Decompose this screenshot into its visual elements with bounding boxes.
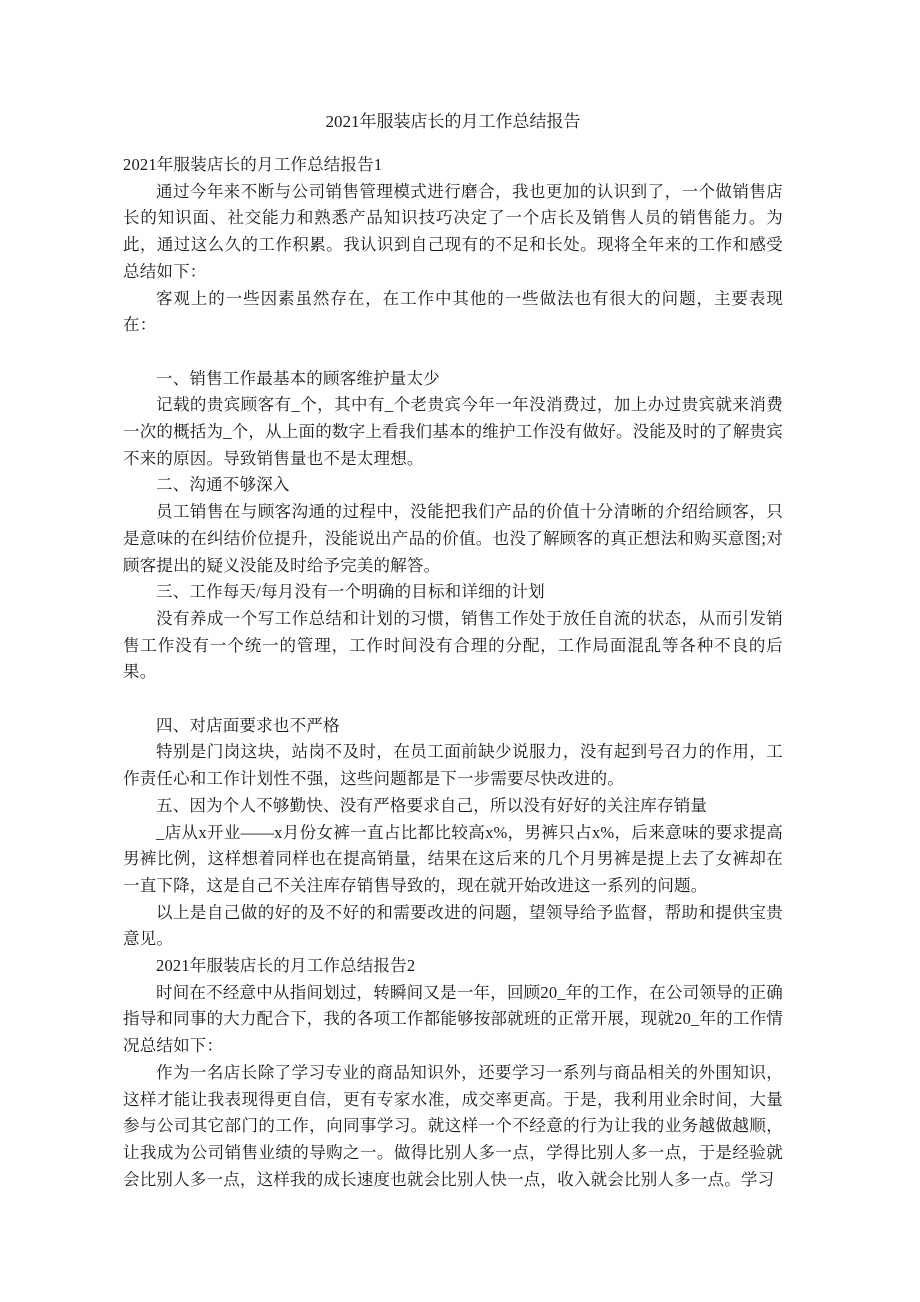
- section-heading: 2021年服装店长的月工作总结报告1: [123, 155, 383, 174]
- list-heading: 五、因为个人不够勤快、没有严格要求自己，所以没有好好的关注库存销量: [156, 795, 708, 815]
- list-heading: 二、沟通不够深入: [156, 475, 290, 495]
- paragraph: 特别是门岗这块，站岗不及时，在员工面前缺少说服力，没有起到号召力的作用，工作责任心和工作计划性不强，这些问题都是下一步需要尽快改进的。: [123, 742, 783, 789]
- document-body: [123, 108, 783, 1193]
- paragraph: _店从x开业——x月份女裤一直占比都比较高x%，男裤只占x%，后来意味的要求提高男裤比例，这样想着同样也在提高销量，结果在这后来的几个月男裤是提上去了女裤却在一直下降，这是自己不关注库存销售导致的，现在就开始改进这一系列的问题。: [123, 822, 783, 895]
- section-heading: 2021年服装店长的月工作总结报告2: [156, 956, 416, 976]
- list-heading: 一、销售工作最基本的顾客维护量太少: [156, 368, 440, 388]
- paragraph: 客观上的一些因素虽然存在，在工作中其他的一些做法也有很大的问题，主要表现在：: [123, 288, 783, 335]
- blank-line: [123, 339, 783, 366]
- paragraph: 以上是自己做的好的及不好的和需要改进的问题，望领导给予监督，帮助和提供宝贵意见。: [123, 902, 783, 949]
- paragraph: 记载的贵宾顾客有_个，其中有_个老贵宾今年一年没消费过，加上办过贵宾就来消费一次的概括为_个，从上面的数字上看我们基本的维护工作没有做好。没能及时的了解贵宾不来的原因。导致销售量也不是太理想。: [123, 395, 783, 468]
- paragraph: 没有养成一个写工作总结和计划的习惯，销售工作处于放任自流的状态，从而引发销售工作没有一个统一的管理，工作时间没有合理的分配，工作局面混乱等各种不良的后果。: [123, 608, 783, 682]
- list-heading: 四、对店面要求也不严格: [156, 715, 340, 735]
- paragraph-container: [123, 152, 783, 1193]
- paragraph: 作为一名店长除了学习专业的商品知识外，还要学习一系列与商品相关的外围知识，这样才能让我表现得更自信，更有专家水准，成交率更高。于是，我利用业余时间，大量参与公司其它部门的工作，向同事学习。就这样一个不经意的行为让我的业务越做越顺，让我成为公司销售业绩的导购之一。做得比别人多一点，学得比别人多一点，于是经验就会比别人多一点，这样我的成长速度也就会比别人快一点，收入就会比别人多一点。学习: [123, 1062, 783, 1189]
- list-heading: 三、工作每天/每月没有一个明确的目标和详细的计划: [156, 582, 545, 602]
- paragraph: 员工销售在与顾客沟通的过程中，没能把我们产品的价值十分清晰的介绍给顾客，只是意味的在纠结价位提升，没能说出产品的价值。也没了解顾客的真正想法和购买意图;对顾客提出的疑义没能及时给予完美的解答。: [123, 502, 783, 575]
- paragraph: 通过今年来不断与公司销售管理模式进行磨合，我也更加的认识到了，一个做销售店长的知识面、社交能力和熟悉产品知识技巧决定了一个店长及销售人员的销售能力。为此，通过这么久的工作积累。我认识到自己现有的不足和长处。现将全年来的工作和感受总结如下：: [123, 181, 783, 281]
- document-title: 2021年服装店长的月工作总结报告: [325, 112, 581, 131]
- paragraph: 时间在不经意中从指间划过，转瞬间又是一年，回顾20_年的工作，在公司领导的正确指导和同事的大力配合下，我的各项工作都能够按部就班的正常开展，现就20_年的工作情况总结如下：: [123, 982, 783, 1056]
- blank-line: [123, 686, 783, 713]
